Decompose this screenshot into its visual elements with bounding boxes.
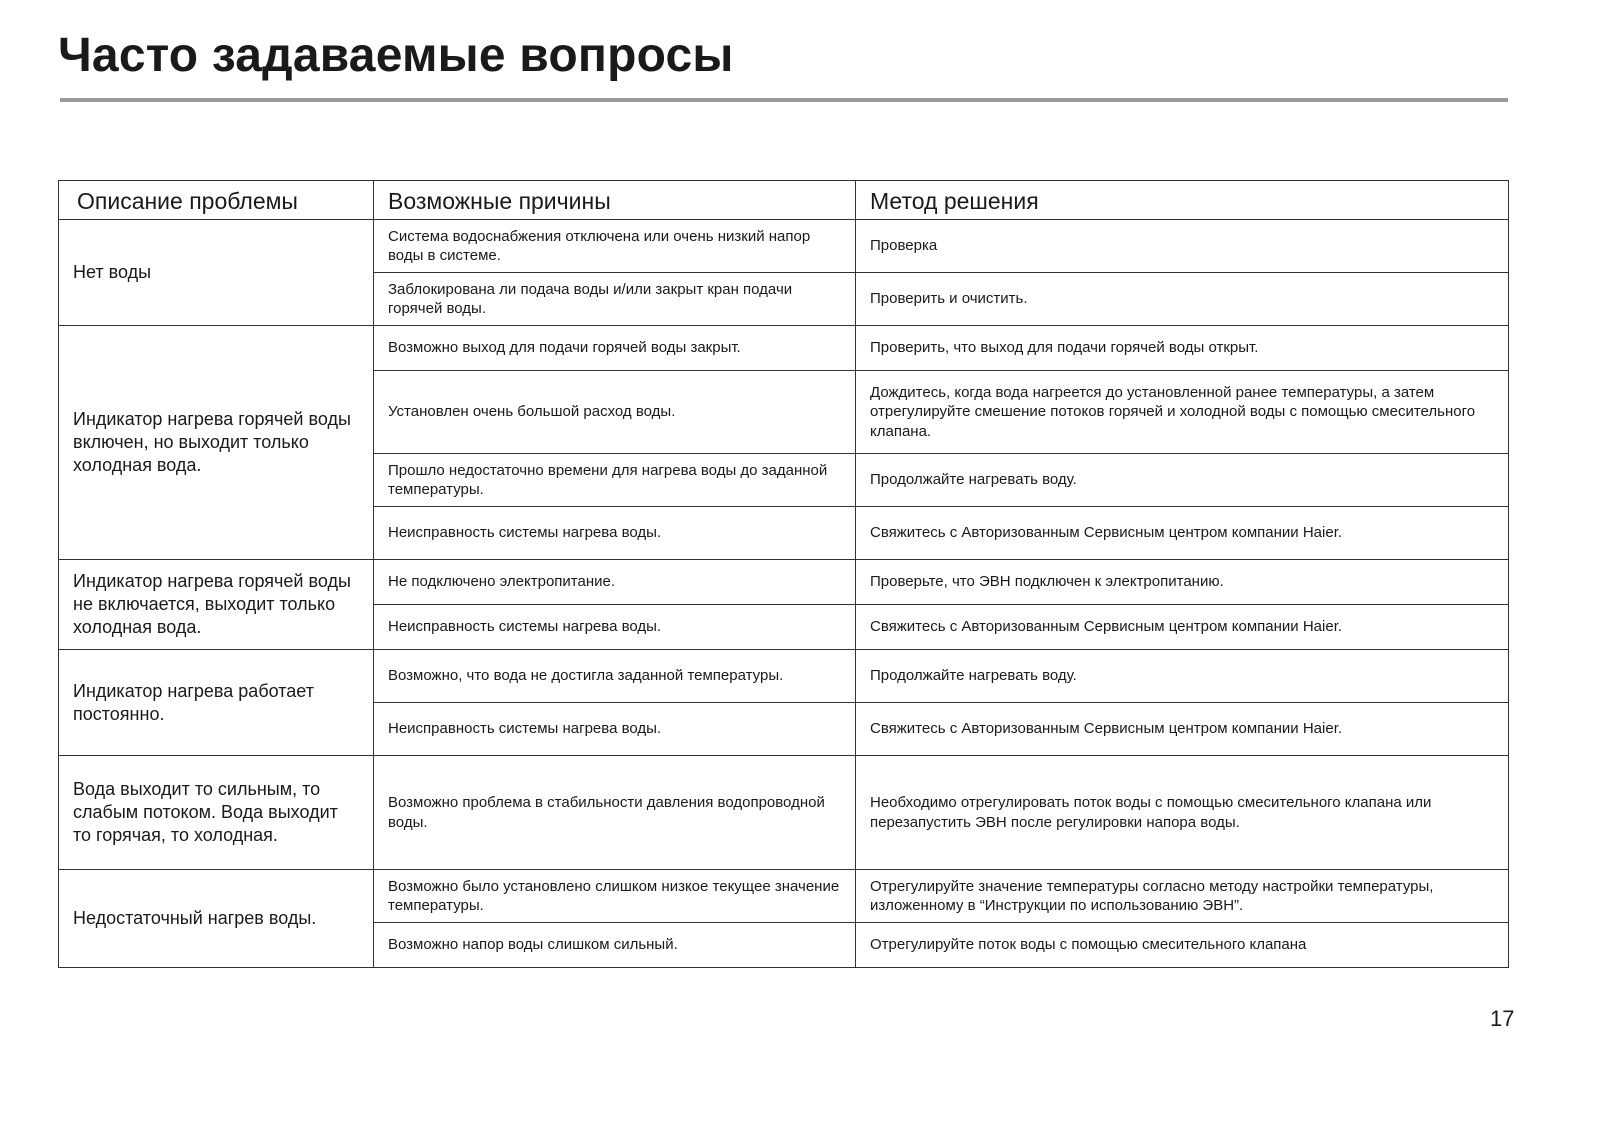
solution-cell: Свяжитесь с Авторизованным Сервисным центром компании Haier. [856,507,1509,560]
table-row [59,220,1509,273]
solution-cell: Отрегулируйте поток воды с помощью смесительного клапана [856,923,1509,968]
problem-cell: Нет воды [59,220,374,326]
problem-cell: Индикатор нагрева горячей воды не включается, выходит только холодная вода. [59,560,374,650]
solution-cell: Свяжитесь с Авторизованным Сервисным центром компании Haier. [856,703,1509,756]
cause-cell: Возможно выход для подачи горячей воды закрыт. [374,326,856,371]
solution-cell: Проверка [856,220,1509,273]
cause-cell: Система водоснабжения отключена или очень низкий напор воды в системе. [374,220,856,273]
solution-cell: Необходимо отрегулировать поток воды с помощью смесительного клапана или перезапустить ЭВН после регулировки напора воды. [856,756,1509,870]
solution-cell: Продолжайте нагревать воду. [856,650,1509,703]
problem-cell: Индикатор нагрева работает постоянно. [59,650,374,756]
table-row [59,326,1509,371]
cause-cell: Неисправность системы нагрева воды. [374,605,856,650]
cause-cell: Не подключено электропитание. [374,560,856,605]
solution-cell: Отрегулируйте значение температуры согласно методу настройки температуры, изложенному в “Инструкции по использованию ЭВН”. [856,870,1509,923]
problem-cell: Вода выходит то сильным, то слабым потоком. Вода выходит то горячая, то холодная. [59,756,374,870]
solution-cell: Дождитесь, когда вода нагреется до установленной ранее температуры, а затем отрегулируйте смешение потоков горячей и холодной воды с помощью смесительного клапана. [856,371,1509,454]
cause-cell: Возможно было установлено слишком низкое текущее значение температуры. [374,870,856,923]
page-number: 17 [1490,1006,1515,1031]
cause-cell: Прошло недостаточно времени для нагрева воды до заданной температуры. [374,454,856,507]
solution-cell: Свяжитесь с Авторизованным Сервисным центром компании Haier. [856,605,1509,650]
problem-cell: Недостаточный нагрев воды. [59,870,374,968]
cause-cell: Возможно, что вода не достигла заданной температуры. [374,650,856,703]
problem-cell: Индикатор нагрева горячей воды включен, но выходит только холодная вода. [59,326,374,560]
cause-cell: Неисправность системы нагрева воды. [374,507,856,560]
solution-cell: Проверить, что выход для подачи горячей воды открыт. [856,326,1509,371]
table-row [59,650,1509,703]
header-row [59,181,1509,220]
cause-cell: Возможно проблема в стабильности давления водопроводной воды. [374,756,856,870]
header-causes: Возможные причины [374,181,856,220]
solution-cell: Продолжайте нагревать воду. [856,454,1509,507]
faq-table [58,180,1509,968]
cause-cell: Заблокирована ли подача воды и/или закрыт кран подачи горячей воды. [374,273,856,326]
cause-cell: Неисправность системы нагрева воды. [374,703,856,756]
cause-cell: Возможно напор воды слишком сильный. [374,923,856,968]
table-row [59,560,1509,605]
title-divider [60,98,1508,102]
page-title: Часто задаваемые вопросы [58,29,734,82]
header-problem: Описание проблемы [59,181,374,220]
solution-cell: Проверьте, что ЭВН подключен к электропитанию. [856,560,1509,605]
table-row [59,870,1509,923]
cause-cell: Установлен очень большой расход воды. [374,371,856,454]
table-row [59,756,1509,870]
header-solution: Метод решения [856,181,1509,220]
solution-cell: Проверить и очистить. [856,273,1509,326]
